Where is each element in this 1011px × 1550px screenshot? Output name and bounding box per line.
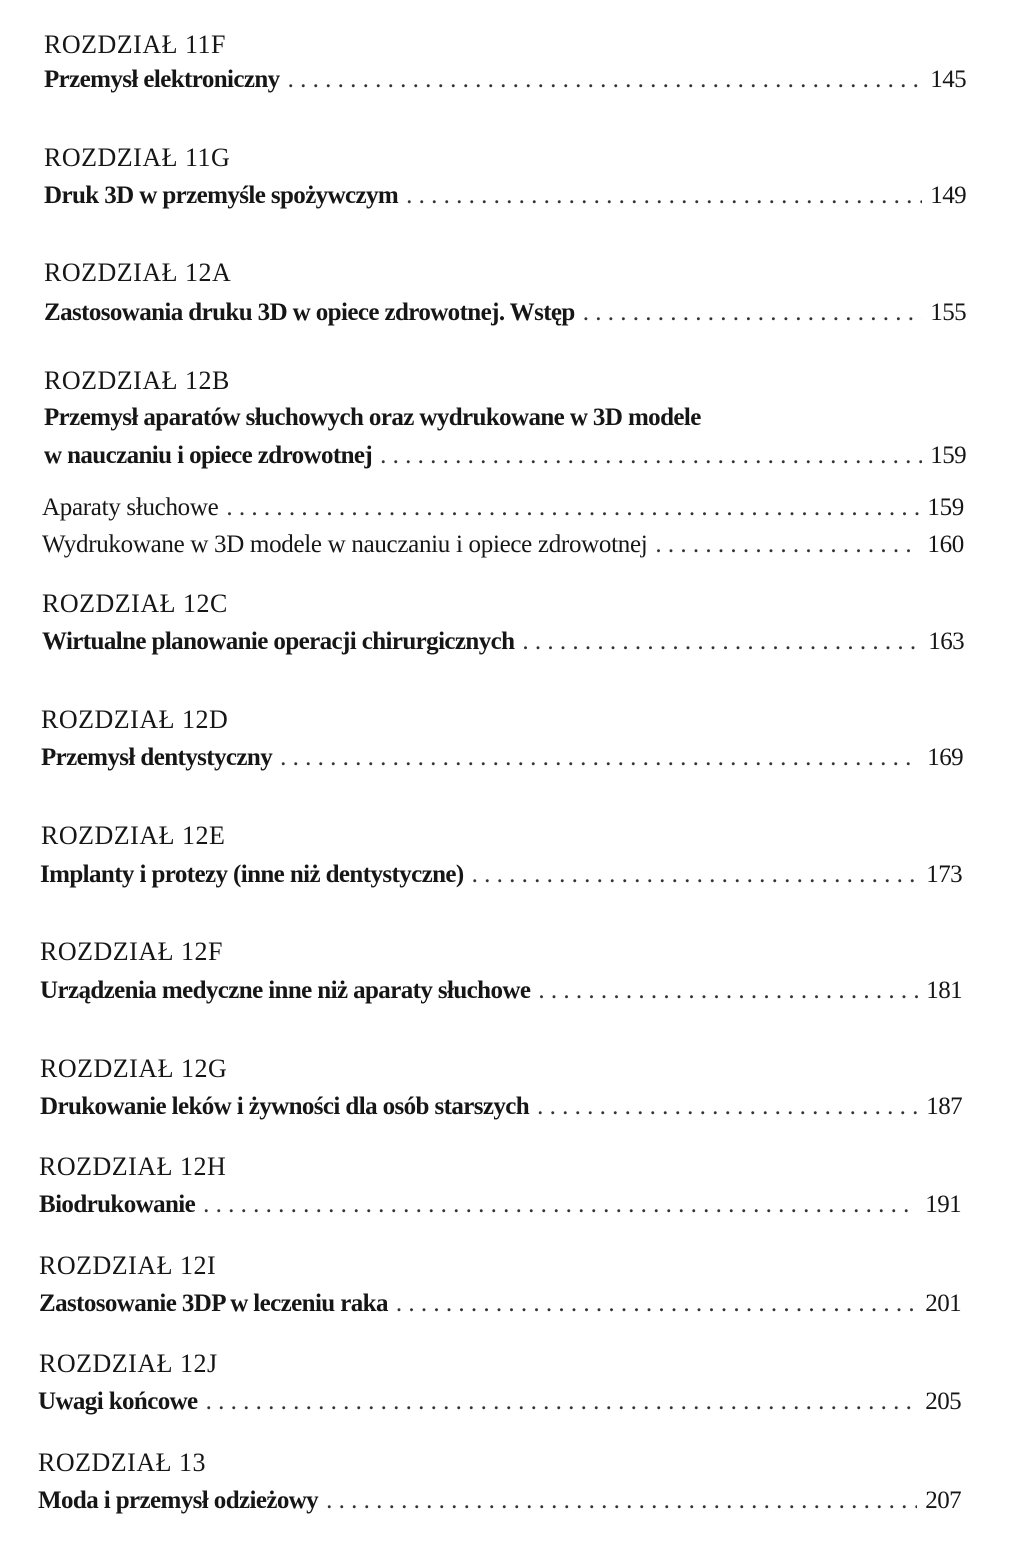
dot-leader [472,858,919,892]
entry-title: Implanty i protezy (inne niż dentystyczne) [40,861,464,888]
page-number: 181 [926,977,962,1004]
entry-title: Przemysł elektroniczny [44,66,280,93]
entry-title: Druk 3D w przemyśle spożywczym [44,182,399,209]
page-number: 159 [930,442,966,469]
chapter-heading [40,1052,962,1086]
toc-entry[interactable] [44,296,966,330]
page-number: 201 [925,1290,961,1317]
entry-title: Biodrukowanie [39,1191,196,1218]
page-number: 207 [925,1487,961,1514]
subentry-title: Aparaty słuchowe [42,494,219,521]
chapter-heading [39,1150,961,1184]
chapter-label: ROZDZIAŁ 12I [39,1251,217,1280]
dot-leader [406,179,922,213]
dot-leader [396,1287,917,1321]
chapter-heading [42,587,964,621]
chapter-label: ROZDZIAŁ 12G [40,1054,228,1083]
toc-entry[interactable] [38,1385,961,1419]
dot-leader [583,296,923,330]
page-number: 145 [930,66,966,93]
page-number: 159 [927,494,964,521]
chapter-heading [41,703,963,737]
entry-title: Wirtualne planowanie operacji chirurgicznych [42,628,515,655]
dot-leader [522,625,920,659]
entry-title-line [44,401,966,435]
dot-leader [206,1385,918,1419]
chapter-label: ROZDZIAŁ 12A [44,258,232,287]
entry-title: Drukowanie leków i żywności dla osób starszych [40,1093,530,1120]
chapter-heading [38,1446,960,1480]
dot-leader [288,63,923,97]
chapter-label: ROZDZIAŁ 12E [41,821,226,850]
dot-leader [380,439,922,473]
chapter-label: ROZDZIAŁ 11G [44,143,231,172]
chapter-heading [39,1347,961,1381]
entry-title: w nauczaniu i opiece zdrowotnej [44,442,373,469]
dot-leader [538,974,918,1008]
toc-entry[interactable] [38,1484,961,1518]
dot-leader [280,741,919,775]
toc-entry[interactable] [42,625,964,659]
chapter-label: ROZDZIAŁ 12H [39,1152,227,1181]
chapter-label: ROZDZIAŁ 12C [42,589,228,618]
dot-leader [537,1090,918,1124]
entry-title: Uwagi końcowe [38,1388,198,1415]
page-number: 205 [925,1388,961,1415]
entry-title: Urządzenia medyczne inne niż aparaty słuchowe [40,977,531,1004]
chapter-heading [44,28,966,62]
dot-leader [326,1484,917,1518]
page-number: 187 [926,1093,962,1120]
chapter-heading [41,819,963,853]
chapter-label: ROZDZIAŁ 11F [44,30,226,59]
subentry-title: Wydrukowane w 3D modele w nauczaniu i opiece zdrowotnej [42,531,648,558]
page-number: 149 [930,182,966,209]
entry-title: Zastosowanie 3DP w leczeniu raka [39,1290,388,1317]
chapter-label: ROZDZIAŁ 13 [38,1448,206,1477]
dot-leader [655,528,919,562]
page-number: 169 [927,744,963,771]
toc-entry[interactable] [39,1188,961,1222]
page-number: 155 [930,299,966,326]
page-number: 163 [928,628,964,655]
chapter-heading [39,1249,961,1283]
toc-subentry[interactable] [42,491,964,525]
toc-subentry[interactable] [42,528,964,562]
entry-title: Przemysł aparatów słuchowych oraz wydrukowane w 3D modele [44,404,701,431]
entry-title: Moda i przemysł odzieżowy [38,1487,319,1514]
toc-entry[interactable] [40,858,962,892]
page-number: 160 [927,531,964,558]
dot-leader [226,491,919,525]
toc-entry[interactable] [39,1287,961,1321]
page-number: 173 [926,861,962,888]
toc-entry[interactable] [41,741,963,775]
entry-title: Zastosowania druku 3D w opiece zdrowotnej. Wstęp [44,299,575,326]
chapter-heading [44,141,966,175]
chapter-label: ROZDZIAŁ 12J [39,1349,218,1378]
toc-entry[interactable] [40,974,962,1008]
toc-entry[interactable] [44,179,966,213]
toc-entry[interactable] [44,439,966,473]
chapter-heading [44,256,966,290]
chapter-heading [40,935,962,969]
chapter-heading [44,364,966,398]
entry-title: Przemysł dentystyczny [41,744,273,771]
chapter-label: ROZDZIAŁ 12B [44,366,230,395]
chapter-label: ROZDZIAŁ 12D [41,705,229,734]
page-number: 191 [925,1191,961,1218]
chapter-label: ROZDZIAŁ 12F [40,937,223,966]
toc-entry[interactable] [40,1090,962,1124]
toc-entry[interactable] [44,63,966,97]
dot-leader [203,1188,917,1222]
